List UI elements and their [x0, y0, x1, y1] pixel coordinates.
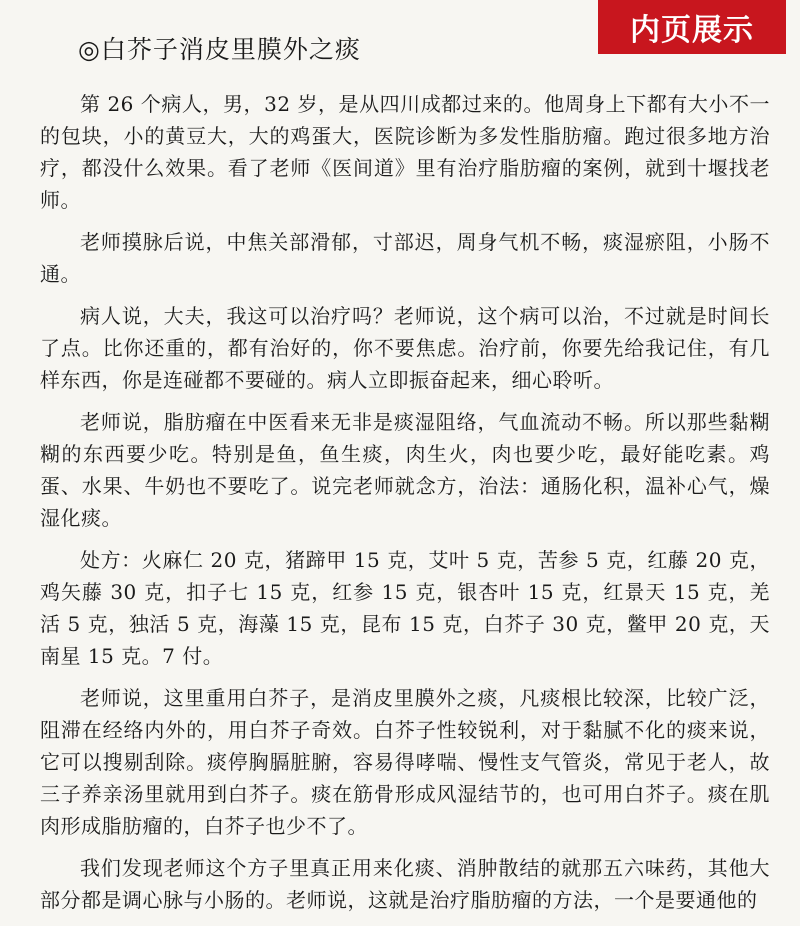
paragraph-6: 老师说，这里重用白芥子，是消皮里膜外之痰，凡痰根比较深，比较广泛，阻滞在经络内外的，用白芥子奇效。白芥子性较锐利，对于黏腻不化的痰来说，它可以搜剔刮除。痰停胸膈脏腑，容易得哮喘、慢性支气管炎，常见于老人，故三子养亲汤里就用到白芥子。痰在筋骨形成风湿结节的，也可用白芥子。痰在肌肉形成脂肪瘤的，白芥子也少不了。 [40, 686, 770, 838]
paragraph-7: 我们发现老师这个方子里真正用来化痰、消肿散结的就那五六味药，其他大部分都是调心脉与小肠的。老师说，这就是治疗脂肪瘤的方法，一个是要通他的 [40, 856, 770, 912]
paragraph-2: 老师摸脉后说，中焦关部滑郁，寸部迟，周身气机不畅，痰湿瘀阻，小肠不通。 [40, 230, 770, 286]
book-page [40, 14, 770, 926]
paragraph-4: 老师说，脂肪瘤在中医看来无非是痰湿阻络，气血流动不畅。所以那些黏糊糊的东西要少吃。特别是鱼，鱼生痰，肉生火，肉也要少吃，最好能吃素。鸡蛋、水果、牛奶也不要吃了。说完老师就念方，治法：通肠化积，温补心气，燥湿化痰。 [40, 410, 770, 530]
paragraph-prescription: 处方：火麻仁 20 克，猪蹄甲 15 克，艾叶 5 克，苦参 5 克，红藤 20 克，鸡矢藤 30 克，扣子七 15 克，红参 15 克，银杏叶 15 克，红景天 15 克，羌活 5 克，独活 5 克，海藻 15 克，昆布 15 克，白芥子 30 克，鳖甲 20 克，天南星 15 克。7 付。 [40, 548, 770, 668]
paragraph-3: 病人说，大夫，我这可以治疗吗？老师说，这个病可以治，不过就是时间长了点。比你还重的，都有治好的，你不要焦虑。治疗前，你要先给我记住，有几样东西，你是连碰都不要碰的。病人立即振奋起来，细心聆听。 [40, 304, 770, 392]
page-preview-badge: 内页展示 [598, 0, 786, 54]
paragraph-1: 第 26 个病人，男，32 岁，是从四川成都过来的。他周身上下都有大小不一的包块，小的黄豆大，大的鸡蛋大，医院诊断为多发性脂肪瘤。跑过很多地方治疗，都没什么效果。看了老师《医间道》里有治疗脂肪瘤的案例，就到十堰找老师。 [40, 92, 770, 212]
section-heading: ◎白芥子消皮里膜外之痰 [78, 35, 361, 64]
